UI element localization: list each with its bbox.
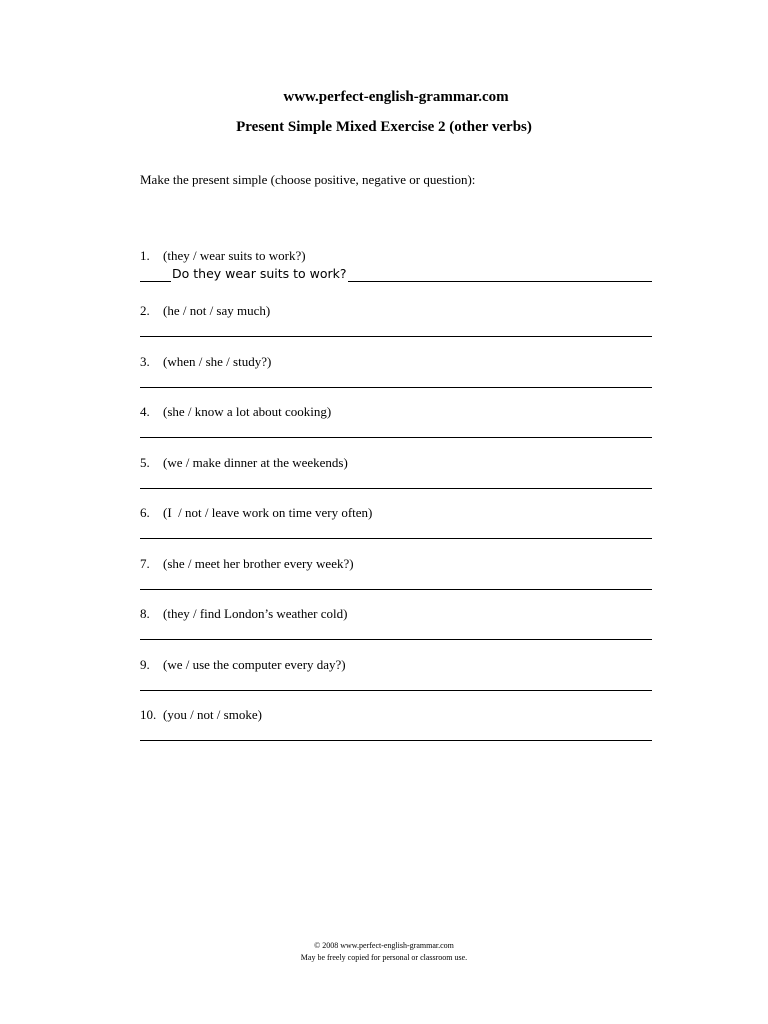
exercise-item-2 bbox=[140, 302, 652, 342]
prompt-text: (we / use the computer every day?) bbox=[163, 657, 346, 672]
item-number: 8. bbox=[140, 606, 150, 621]
prompt-text: (you / not / smoke) bbox=[163, 707, 262, 722]
answer-line[interactable] bbox=[140, 488, 652, 489]
exercise-prompt bbox=[140, 605, 347, 623]
footer-note: May be freely copied for personal or classroom use. bbox=[300, 953, 468, 962]
prompt-text: (we / make dinner at the weekends) bbox=[163, 455, 348, 470]
exercise-item-5 bbox=[140, 454, 652, 494]
item-number: 2. bbox=[140, 303, 150, 318]
exercise-item-1 bbox=[140, 247, 652, 287]
answer-line[interactable] bbox=[140, 437, 652, 438]
answer-text: Do they wear suits to work? bbox=[172, 266, 347, 281]
exercise-prompt bbox=[140, 504, 372, 522]
exercise-prompt bbox=[140, 555, 354, 573]
exercise-item-3 bbox=[140, 353, 652, 393]
prompt-text: (they / wear suits to work?) bbox=[163, 248, 306, 263]
exercise-item-10 bbox=[140, 706, 652, 746]
prompt-text: (she / know a lot about cooking) bbox=[163, 404, 332, 419]
exercise-prompt bbox=[140, 247, 306, 265]
exercise-item-9 bbox=[140, 656, 652, 696]
answer-line[interactable] bbox=[140, 336, 652, 337]
site-url: www.perfect-english-grammar.com bbox=[283, 89, 509, 105]
prompt-text: (he / not / say much) bbox=[163, 303, 271, 318]
page-title: Present Simple Mixed Exercise 2 (other verbs) bbox=[236, 119, 532, 135]
answer-line[interactable] bbox=[140, 589, 652, 590]
item-number: 7. bbox=[140, 556, 150, 571]
exercise-item-4 bbox=[140, 403, 652, 443]
answer-line[interactable] bbox=[140, 690, 652, 691]
item-number: 10. bbox=[140, 707, 157, 722]
exercise-item-6 bbox=[140, 504, 652, 544]
exercise-prompt bbox=[140, 454, 348, 472]
exercise-item-7 bbox=[140, 555, 652, 595]
prompt-text: (they / find London’s weather cold) bbox=[163, 606, 348, 621]
instructions: Make the present simple (choose positive, negative or question): bbox=[140, 172, 476, 187]
exercise-prompt bbox=[140, 706, 262, 724]
answer-line[interactable] bbox=[140, 740, 652, 741]
item-number: 1. bbox=[140, 248, 150, 263]
footer-copyright: © 2008 www.perfect-english-grammar.com bbox=[314, 941, 454, 950]
item-number: 5. bbox=[140, 455, 150, 470]
prompt-text: (I / not / leave work on time very often) bbox=[163, 505, 373, 520]
item-number: 3. bbox=[140, 354, 150, 369]
exercise-prompt bbox=[140, 302, 270, 320]
exercise-item-8 bbox=[140, 605, 652, 645]
exercise-prompt bbox=[140, 403, 331, 421]
prompt-text: (she / meet her brother every week?) bbox=[163, 556, 354, 571]
exercise-prompt bbox=[140, 656, 346, 674]
item-number: 4. bbox=[140, 404, 150, 419]
item-number: 9. bbox=[140, 657, 150, 672]
answer-line[interactable] bbox=[140, 639, 652, 640]
answer-line[interactable] bbox=[140, 387, 652, 388]
item-number: 6. bbox=[140, 505, 150, 520]
answer-line[interactable] bbox=[140, 538, 652, 539]
exercise-prompt bbox=[140, 353, 271, 371]
prompt-text: (when / she / study?) bbox=[163, 354, 272, 369]
